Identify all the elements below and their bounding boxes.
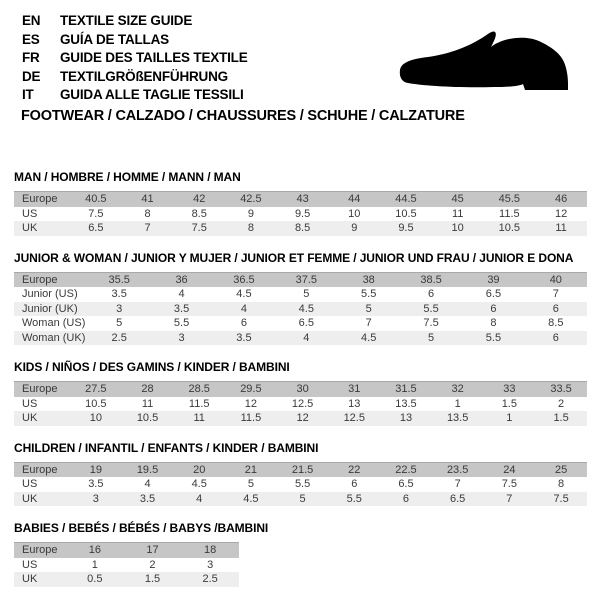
size-cell: 3 (116, 302, 123, 315)
row-label: Europe (22, 463, 58, 476)
size-cell: 10.5 (85, 397, 107, 410)
size-tables (14, 170, 587, 587)
size-cell: 3 (178, 331, 185, 344)
size-cell: 3 (207, 558, 214, 571)
size-cell: 4.5 (243, 492, 259, 505)
region-scale-row (14, 462, 587, 477)
language-row (22, 86, 248, 105)
size-cell: 7.5 (88, 207, 104, 220)
size-cell: 6 (402, 492, 410, 505)
guide-title: GUIDE DES TAILLES TEXTILE (60, 50, 248, 66)
size-cell: 18 (204, 544, 217, 556)
size-cell: 6.5 (88, 222, 104, 234)
size-section (14, 170, 587, 236)
size-values-row (14, 572, 239, 587)
size-cell: 6 (240, 317, 247, 329)
size-cell: 13.5 (395, 397, 417, 410)
size-cell: 2 (558, 397, 565, 410)
size-cell: 4 (178, 288, 185, 300)
size-cell: 10 (348, 207, 361, 220)
size-cell: 36.5 (233, 273, 255, 286)
size-cell: 38 (362, 273, 375, 286)
size-cell: 28.5 (188, 383, 210, 395)
shoe-silhouette-path (400, 31, 568, 90)
size-cell: 11.5 (499, 207, 520, 220)
size-cell: 3.5 (111, 288, 127, 300)
size-cell: 29.5 (240, 383, 262, 395)
size-cell: 21 (244, 463, 258, 476)
size-cell: 5.5 (485, 331, 502, 344)
size-section (14, 441, 587, 507)
size-cell: 23.5 (446, 463, 469, 476)
size-cell: 5.5 (423, 302, 439, 315)
size-cell: 27.5 (85, 383, 107, 395)
size-cell: 6.5 (298, 317, 314, 329)
size-cell: 6 (552, 302, 559, 315)
section-title: JUNIOR & WOMAN / JUNIOR Y MUJER / JUNIOR ET FEMME / JUNIOR UND FRAU / JUNIOR E DONA (14, 250, 574, 265)
size-cell: 6 (552, 331, 559, 344)
size-cell: 10 (451, 222, 464, 234)
size-cell: 9.5 (398, 222, 414, 234)
size-cell: 1 (506, 412, 513, 424)
section-title: CHILDREN / INFANTIL / ENFANTS / KINDER / BAMBINI (14, 440, 319, 455)
size-cell: 7 (365, 317, 372, 329)
size-cell: 17 (146, 544, 159, 556)
size-cell: 4 (144, 478, 151, 490)
size-cell: 6.5 (398, 478, 414, 490)
language-code: DE (22, 68, 41, 84)
row-label: US (22, 478, 38, 490)
size-cell: 12 (554, 207, 568, 220)
size-cell: 12.5 (291, 397, 314, 410)
size-cell: 7.5 (191, 222, 207, 234)
size-cell: 4.5 (361, 331, 377, 344)
size-cell: 4.5 (298, 302, 314, 315)
row-label: Woman (UK) (22, 331, 86, 344)
size-cell: 21.5 (291, 463, 314, 476)
size-cell: 7 (454, 478, 461, 490)
size-table (14, 462, 587, 507)
size-cell: 20 (193, 463, 206, 476)
language-row (22, 12, 248, 31)
size-cell: 5 (303, 288, 310, 300)
size-section (14, 251, 587, 346)
size-cell: 36 (175, 273, 188, 286)
size-cell: 11 (193, 412, 205, 424)
region-scale-row (14, 272, 587, 287)
category-heading: FOOTWEAR / CALZADO / CHAUSSURES / SCHUHE / CALZATURE (21, 108, 465, 124)
size-cell: 46 (554, 193, 568, 205)
size-cell: 6.5 (485, 288, 502, 300)
size-values-row (14, 558, 239, 573)
row-label: UK (22, 492, 38, 505)
region-scale-row (14, 192, 587, 207)
guide-title: TEXTILGRÖßENFÜHRUNG (60, 68, 228, 84)
row-label: Europe (22, 273, 58, 286)
size-cell: 3.5 (236, 331, 252, 344)
row-label: US (22, 207, 38, 220)
size-cell: 43 (296, 193, 309, 205)
size-cell: 1.5 (144, 573, 161, 585)
size-cell: 25 (554, 463, 568, 476)
size-cell: 22.5 (395, 463, 417, 476)
size-cell: 13.5 (446, 412, 469, 424)
size-cell: 42.5 (240, 193, 262, 205)
row-label: Junior (UK) (22, 302, 78, 315)
language-row (22, 68, 248, 87)
size-cell: 2.5 (111, 331, 127, 344)
size-cell: 28 (141, 383, 154, 395)
row-label: Europe (22, 193, 58, 205)
row-label: Woman (US) (22, 317, 86, 329)
size-cell: 9.5 (294, 207, 311, 220)
row-label: UK (22, 573, 38, 585)
size-cell: 3.5 (139, 492, 156, 505)
section-title: KIDS / NIÑOS / DES GAMINS / KINDER / BAMBINI (14, 360, 290, 374)
row-label: Junior (US) (22, 288, 78, 300)
size-cell: 7.5 (553, 492, 569, 505)
size-cell: 11.5 (240, 412, 262, 424)
size-cell: 0.5 (87, 573, 103, 585)
size-cell: 39 (487, 273, 500, 286)
size-cell: 5.5 (294, 478, 311, 490)
size-cell: 3.5 (173, 302, 190, 315)
shoe-icon (390, 18, 580, 106)
language-code: EN (22, 13, 41, 28)
size-cell: 16 (88, 544, 101, 556)
size-section (14, 360, 587, 426)
size-values-row (14, 302, 587, 317)
size-values-row (14, 477, 587, 492)
section-title: MAN / HOMBRE / HOMME / MANN / MAN (14, 170, 241, 184)
size-cell: 8 (490, 317, 497, 329)
size-cell: 1 (91, 558, 98, 571)
size-cell: 11 (451, 207, 464, 220)
size-values-row (14, 331, 587, 346)
region-scale-row (14, 543, 239, 558)
size-cell: 5 (116, 317, 123, 329)
language-row (22, 49, 248, 68)
size-cell: 8.5 (191, 207, 207, 220)
size-cell: 7 (506, 492, 513, 505)
size-cell: 5.5 (361, 288, 377, 300)
row-label: UK (22, 222, 38, 234)
size-cell: 5 (247, 478, 254, 490)
size-table (14, 272, 587, 346)
size-cell: 11 (141, 397, 154, 410)
size-cell: 33 (503, 383, 516, 395)
size-cell: 6.5 (450, 492, 466, 505)
size-cell: 6 (490, 302, 497, 315)
language-title-list (22, 12, 248, 105)
size-cell: 42 (193, 193, 206, 205)
size-cell: 4.5 (191, 478, 207, 490)
size-cell: 8 (247, 222, 254, 234)
size-cell: 7.5 (423, 317, 439, 329)
size-cell: 22 (348, 463, 361, 476)
size-cell: 10 (89, 412, 102, 424)
size-values-row (14, 411, 587, 426)
guide-title: TEXTILE SIZE GUIDE (60, 13, 193, 28)
size-values-row (14, 492, 587, 507)
size-section (14, 521, 587, 587)
size-cell: 10.5 (136, 412, 159, 424)
size-cell: 4 (240, 302, 247, 315)
size-cell: 33.5 (550, 383, 572, 395)
size-cell: 8.5 (294, 222, 311, 234)
size-cell: 8 (144, 207, 151, 220)
row-label: Europe (22, 383, 58, 395)
size-cell: 45.5 (498, 193, 521, 205)
size-cell: 6 (428, 288, 435, 300)
size-cell: 2 (149, 558, 156, 571)
size-cell: 5 (299, 492, 306, 505)
size-values-row (14, 207, 587, 222)
size-cell: 4 (196, 492, 203, 505)
size-cell: 3.5 (88, 478, 104, 490)
size-values-row (14, 221, 587, 236)
size-cell: 13 (348, 397, 361, 410)
size-values-row (14, 397, 587, 412)
size-cell: 41 (141, 193, 154, 205)
size-cell: 5.5 (346, 492, 362, 505)
size-cell: 7 (144, 222, 151, 234)
size-cell: 10.5 (498, 222, 521, 234)
size-table (14, 381, 587, 426)
size-cell: 37.5 (295, 273, 318, 286)
region-scale-row (14, 382, 587, 397)
size-cell: 44.5 (395, 193, 417, 205)
size-cell: 5 (428, 331, 435, 344)
size-values-row (14, 287, 587, 302)
language-code: ES (22, 31, 40, 47)
size-cell: 32 (451, 383, 464, 395)
size-cell: 19.5 (136, 463, 159, 476)
size-cell: 40 (549, 273, 562, 286)
guide-title: GUIDA ALLE TAGLIE TESSILI (60, 87, 244, 103)
language-row (22, 31, 248, 50)
size-cell: 12 (296, 412, 309, 424)
size-cell: 40.5 (85, 193, 107, 205)
size-cell: 5 (365, 302, 372, 315)
size-cell: 6 (351, 478, 358, 490)
language-code: IT (22, 87, 34, 103)
size-cell: 12.5 (343, 412, 365, 424)
size-cell: 7.5 (501, 478, 517, 490)
size-cell: 24 (503, 463, 516, 476)
size-cell: 31.5 (395, 383, 417, 395)
size-cell: 4 (303, 331, 310, 344)
size-cell: 11.5 (188, 397, 210, 410)
size-cell: 44 (348, 193, 361, 205)
size-cell: 1.5 (501, 397, 517, 410)
size-values-row (14, 316, 587, 331)
language-code: FR (22, 50, 40, 66)
guide-title: GUÍA DE TALLAS (60, 31, 169, 47)
size-cell: 4.5 (236, 288, 252, 300)
size-cell: 31 (348, 383, 361, 395)
size-cell: 1 (454, 397, 461, 410)
size-cell: 30 (296, 383, 309, 395)
row-label: UK (22, 412, 38, 424)
size-cell: 3 (92, 492, 99, 505)
size-cell: 10.5 (395, 207, 417, 220)
row-label: Europe (22, 544, 58, 556)
size-table (14, 191, 587, 236)
size-cell: 5.5 (173, 317, 190, 329)
size-cell: 9 (351, 222, 358, 234)
size-cell: 7 (552, 288, 559, 300)
size-cell: 8.5 (548, 317, 564, 329)
size-cell: 35.5 (108, 273, 130, 286)
size-cell: 19 (89, 463, 102, 476)
size-cell: 11 (555, 222, 567, 234)
row-label: US (22, 558, 38, 571)
row-label: US (22, 397, 38, 410)
size-table (14, 542, 239, 587)
size-cell: 2.5 (202, 573, 218, 585)
size-cell: 38.5 (420, 273, 442, 286)
size-cell: 13 (399, 412, 413, 424)
size-cell: 12 (244, 397, 258, 410)
size-cell: 45 (451, 193, 464, 205)
size-cell: 9 (247, 207, 254, 220)
size-cell: 1.5 (553, 412, 569, 424)
size-cell: 8 (558, 478, 565, 490)
section-title: BABIES / BEBÉS / BÉBÉS / BABYS /BAMBINI (14, 521, 269, 535)
